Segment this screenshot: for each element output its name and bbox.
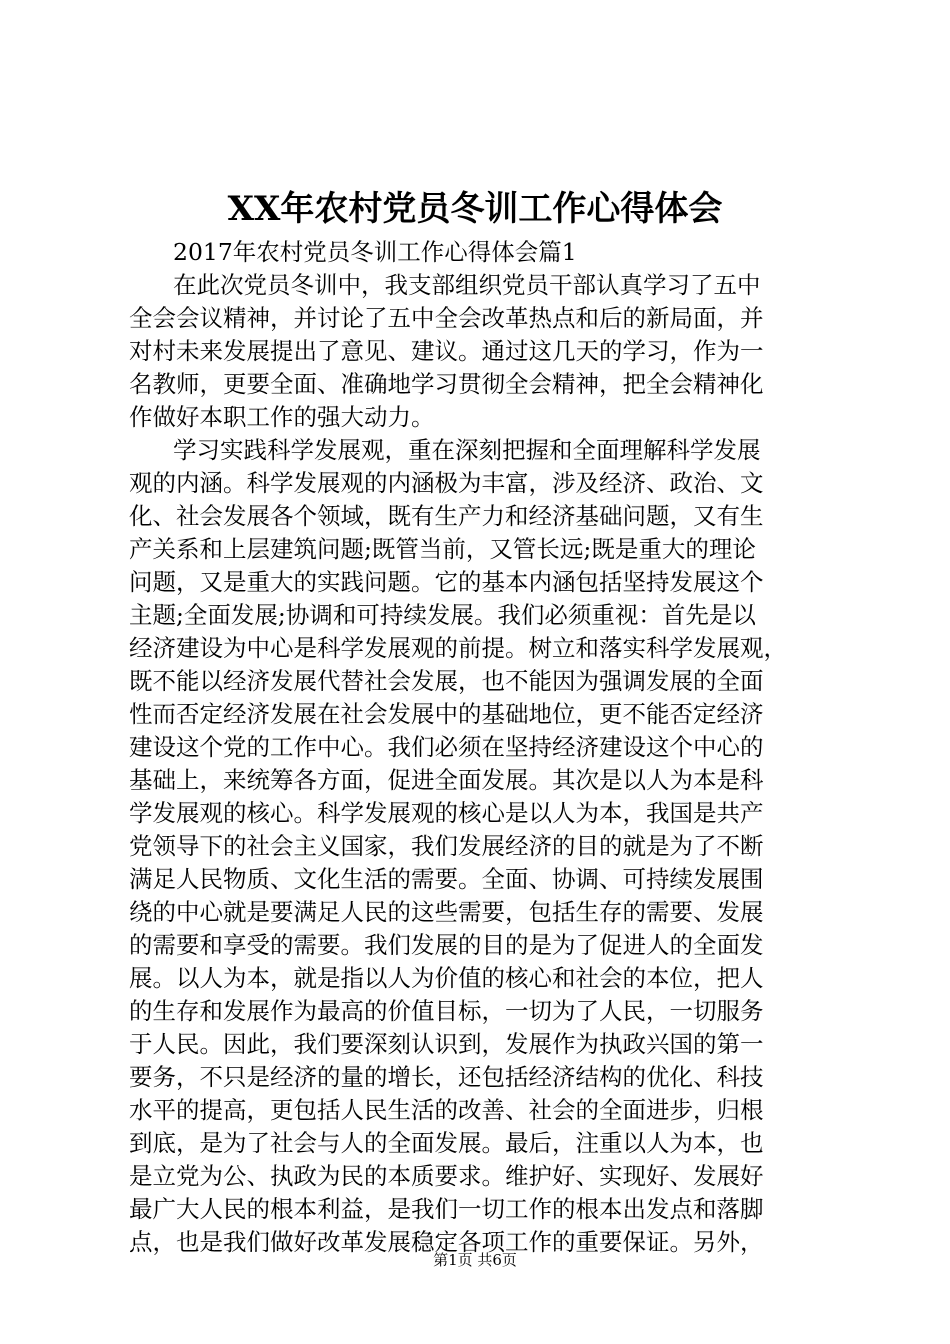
body-line: 基础上，来统筹各方面，促进全面发展。其次是以人为本是科 bbox=[129, 766, 764, 794]
body-line: 党领导下的社会主义国家，我们发展经济的目的就是为了不断 bbox=[129, 832, 764, 860]
body-line: 绕的中心就是要满足人民的这些需要，包括生存的需要、发展 bbox=[129, 898, 764, 926]
body-line: 观的内涵。科学发展观的内涵极为丰富，涉及经济、政治、文 bbox=[129, 469, 764, 497]
page-number: 第1页 共6页 bbox=[433, 1251, 517, 1269]
body-line: 到底，是为了社会与人的全面发展。最后，注重以人为本，也 bbox=[129, 1129, 764, 1157]
body-line: 问题，又是重大的实践问题。它的基本内涵包括坚持发展这个 bbox=[129, 568, 764, 596]
document-body bbox=[129, 236, 829, 1259]
body-line: 是立党为公、执政为民的本质要求。维护好、实现好、发展好 bbox=[129, 1162, 764, 1190]
body-line: 名教师，更要全面、准确地学习贯彻全会精神，把全会精神化 bbox=[129, 370, 764, 398]
body-line: 建设这个党的工作中心。我们必须在坚持经济建设这个中心的 bbox=[129, 733, 764, 761]
body-line: 作做好本职工作的强大动力。 bbox=[129, 403, 435, 431]
body-line: 水平的提高，更包括人民生活的改善、社会的全面进步，归根 bbox=[129, 1096, 764, 1124]
body-line: 经济建设为中心是科学发展观的前提。树立和落实科学发展观， bbox=[129, 634, 787, 662]
body-line: 对村未来发展提出了意见、建议。通过这几天的学习，作为一 bbox=[129, 337, 764, 365]
body-line: 全会会议精神，并讨论了五中全会改革热点和后的新局面，并 bbox=[129, 304, 764, 332]
body-line: 的需要和享受的需要。我们发展的目的是为了促进人的全面发 bbox=[129, 931, 764, 959]
body-line: 的生存和发展作为最高的价值目标，一切为了人民，一切服务 bbox=[129, 997, 764, 1025]
body-line: 点，也是我们做好改革发展稳定各项工作的重要保证。另外， bbox=[129, 1228, 764, 1256]
section-subheading: 2017年农村党员冬训工作心得体会篇1 bbox=[173, 238, 577, 266]
body-line: 学发展观的核心。科学发展观的核心是以人为本，我国是共产 bbox=[129, 799, 764, 827]
document-title: XX年农村党员冬训工作心得体会 bbox=[227, 189, 723, 229]
body-line: 产关系和上层建筑问题;既管当前，又管长远;既是重大的理论 bbox=[129, 535, 756, 563]
body-line: 主题;全面发展;协调和可持续发展。我们必须重视：首先是以 bbox=[129, 601, 756, 629]
body-line: 学习实践科学发展观，重在深刻把握和全面理解科学发展 bbox=[173, 436, 761, 464]
body-line: 在此次党员冬训中，我支部组织党员干部认真学习了五中 bbox=[173, 271, 761, 299]
body-line: 性而否定经济发展在社会发展中的基础地位，更不能否定经济 bbox=[129, 700, 764, 728]
body-line: 最广大人民的根本利益，是我们一切工作的根本出发点和落脚 bbox=[129, 1195, 764, 1223]
body-line: 于人民。因此，我们要深刻认识到，发展作为执政兴国的第一 bbox=[129, 1030, 764, 1058]
body-line: 化、社会发展各个领域，既有生产力和经济基础问题，又有生 bbox=[129, 502, 764, 530]
body-line: 既不能以经济发展代替社会发展，也不能因为强调发展的全面 bbox=[129, 667, 764, 695]
body-line: 展。以人为本，就是指以人为价值的核心和社会的本位，把人 bbox=[129, 964, 764, 992]
body-line: 要务，不只是经济的量的增长，还包括经济结构的优化、科技 bbox=[129, 1063, 764, 1091]
body-line: 满足人民物质、文化生活的需要。全面、协调、可持续发展围 bbox=[129, 865, 764, 893]
